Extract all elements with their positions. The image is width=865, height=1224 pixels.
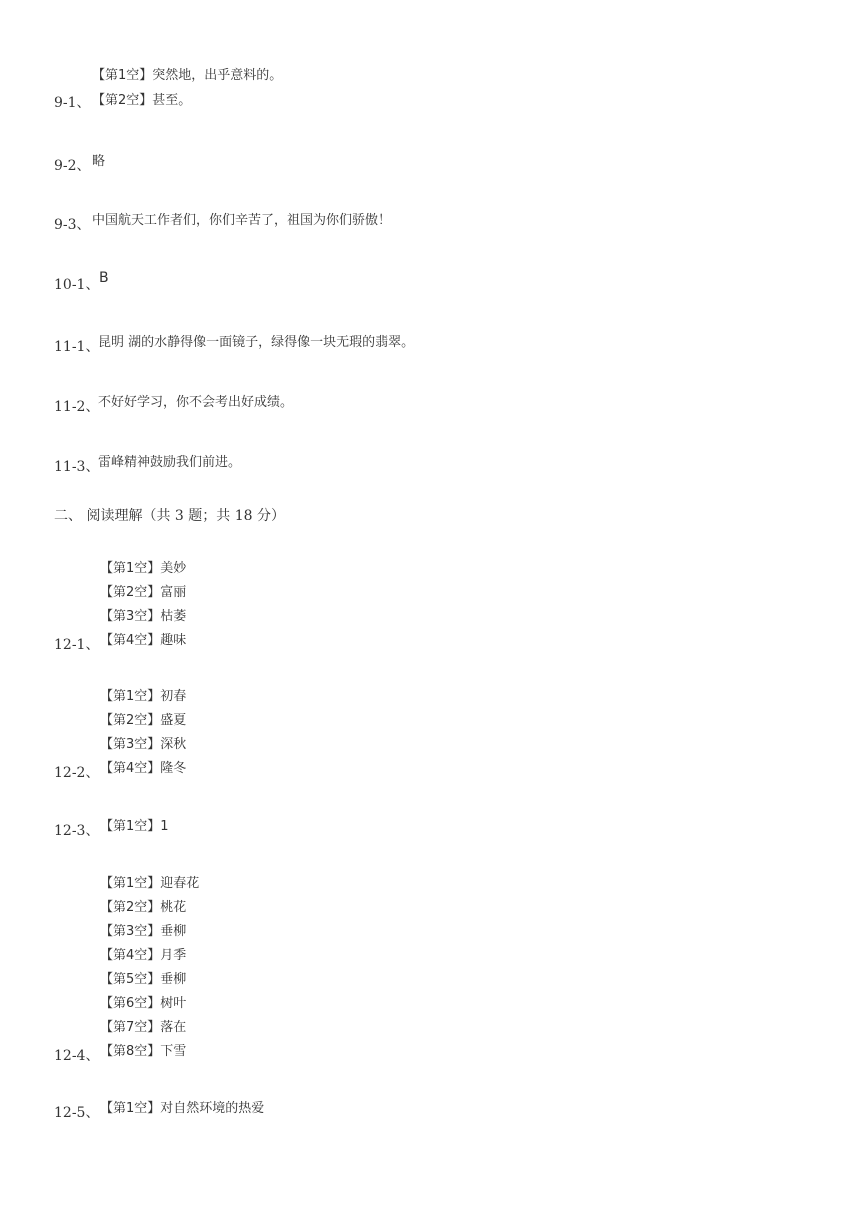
answer-line: 【第3空】枯萎: [100, 609, 187, 624]
answer-text: 中国航天工作者们，你们辛苦了，祖国为你们骄傲！: [92, 213, 392, 228]
answer-line: 【第1空】1: [100, 819, 169, 834]
answer-line: 【第3空】垂柳: [100, 924, 187, 939]
question-number: 11-3、: [54, 459, 100, 475]
answer-line: 【第6空】树叶: [100, 996, 187, 1011]
answer-text: B: [99, 270, 109, 286]
question-number: 9-1、: [54, 95, 91, 111]
question-number: 9-2、: [54, 158, 91, 174]
answer-line: 【第7空】落在: [100, 1020, 187, 1035]
answer-line: 【第2空】盛夏: [100, 713, 187, 728]
answer-line: 【第1空】对自然环境的热爱: [100, 1101, 265, 1116]
answer-line: 【第8空】下雪: [100, 1044, 187, 1059]
answer-line: 【第1空】初春: [100, 689, 187, 704]
answer-line: 【第4空】隆冬: [100, 761, 187, 776]
answer-text: 昆明 湖的水静得像一面镜子，绿得像一块无瑕的翡翠。: [98, 335, 415, 350]
answer-line: 【第3空】深秋: [100, 737, 187, 752]
answer-line: 【第5空】垂柳: [100, 972, 187, 987]
answer-line: 【第2空】甚至。: [92, 93, 192, 108]
question-number: 12-3、: [54, 823, 100, 839]
section-heading: 二、 阅读理解（共 3 题；共 18 分）: [54, 508, 285, 524]
answer-line: 【第4空】月季: [100, 948, 187, 963]
question-number: 11-1、: [54, 339, 100, 355]
answer-text: 雷峰精神鼓励我们前进。: [98, 455, 242, 470]
question-number: 12-4、: [54, 1048, 100, 1064]
answer-text: 不好好学习，你不会考出好成绩。: [98, 395, 294, 410]
question-number: 12-5、: [54, 1105, 100, 1121]
answer-text: 略: [92, 154, 106, 169]
answer-line: 【第4空】趣味: [100, 633, 187, 648]
question-number: 12-1、: [54, 637, 100, 653]
answer-line: 【第1空】迎春花: [100, 876, 200, 891]
question-number: 10-1、: [54, 277, 100, 293]
question-number: 11-2、: [54, 399, 100, 415]
question-number: 12-2、: [54, 765, 100, 781]
question-number: 9-3、: [54, 217, 91, 233]
answer-line: 【第1空】美妙: [100, 561, 187, 576]
answer-line: 【第2空】富丽: [100, 585, 187, 600]
answer-line: 【第2空】桃花: [100, 900, 187, 915]
answer-line: 【第1空】突然地，出乎意料的。: [92, 68, 283, 83]
